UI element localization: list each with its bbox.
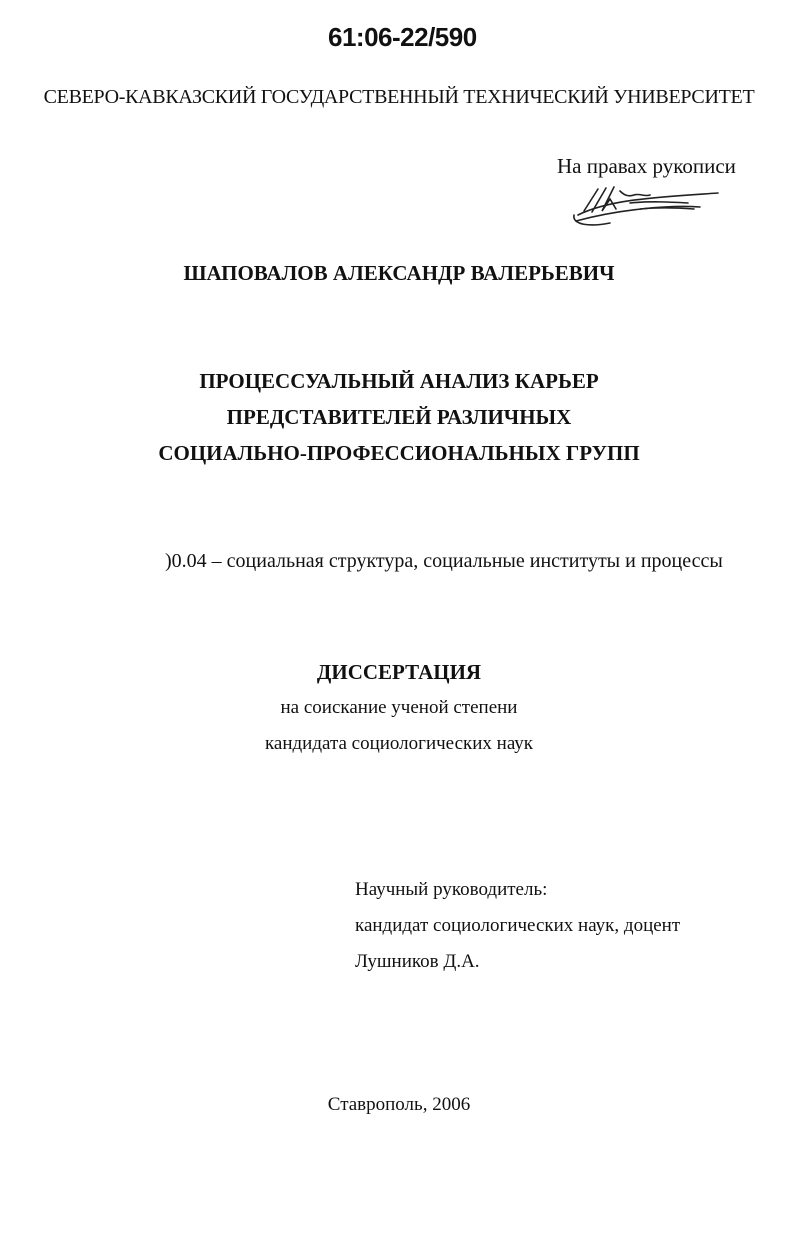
degree-purpose: на соискание ученой степени <box>280 697 518 718</box>
archive-number: 61:06-22/590 <box>328 22 477 52</box>
specialty-code: )0.04 – социальная структура, социальные институты и процессы <box>165 550 723 572</box>
handwritten-signature <box>570 185 720 230</box>
title-line: ПРОЦЕССУАЛЬНЫЙ АНАЛИЗ КАРЬЕР <box>199 369 599 393</box>
supervisor-label: Научный руководитель: <box>355 879 548 900</box>
title-line: СОЦИАЛЬНО-ПРОФЕССИОНАЛЬНЫХ ГРУПП <box>158 441 640 465</box>
author-name: ШАПОВАЛОВ АЛЕКСАНДР ВАЛЕРЬЕВИЧ <box>183 261 615 285</box>
supervisor-name: Лушников Д.А. <box>355 951 480 972</box>
supervisor-credentials: кандидат социологических наук, доцент <box>355 915 681 936</box>
city-year: Ставрополь, 2006 <box>327 1094 471 1115</box>
university-name: СЕВЕРО-КАВКАЗСКИЙ ГОСУДАРСТВЕННЫЙ ТЕХНИЧЕСКИЙ УНИВЕРСИТЕТ <box>43 86 755 108</box>
title-line: ПРЕДСТАВИТЕЛЕЙ РАЗЛИЧНЫХ <box>226 405 572 429</box>
rights-note: На правах рукописи <box>557 154 736 178</box>
degree-name: кандидата социологических наук <box>264 733 534 754</box>
document-type: ДИССЕРТАЦИЯ <box>316 660 482 684</box>
